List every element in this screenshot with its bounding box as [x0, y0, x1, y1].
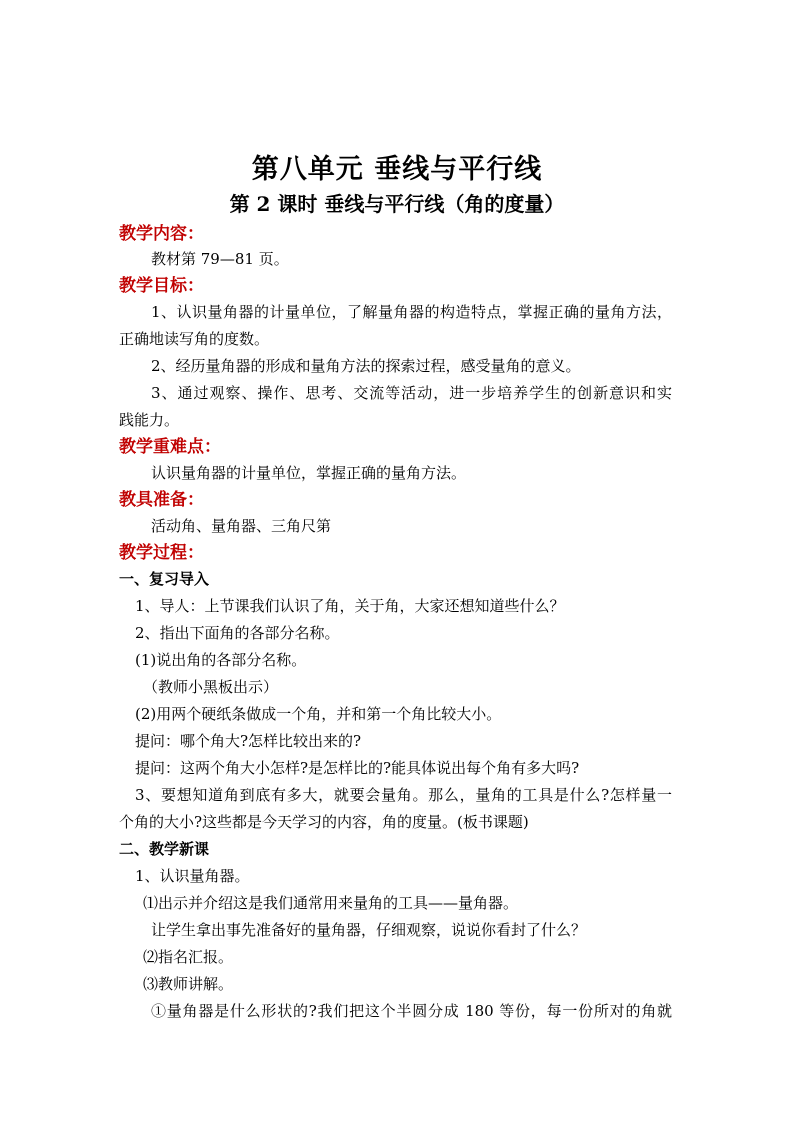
document-title: 第八单元 垂线与平行线 — [251, 154, 543, 185]
teaching-content-text: 教材第 79—81 页。 — [151, 250, 289, 268]
new-lesson-line-2: ⑴出示并介绍这是我们通常用来量角的工具——量角器。 — [143, 894, 519, 912]
lesson-subtitle: 第 2 课时 垂线与平行线（角的度量） — [229, 192, 565, 216]
new-lesson-line-3: 让学生拿出事先准备好的量角器，仔细观察，说说你看封了什么？ — [151, 921, 587, 939]
review-line-3: (1)说出角的各部分名称。 — [135, 651, 307, 669]
heading-teaching-goals: 教学目标： — [119, 276, 204, 296]
new-lesson-line-6: ①量角器是什么形状的?我们把这个半圆分成 180 等份，每一份所对的角就 — [151, 1002, 672, 1020]
new-lesson-line-5: ⑶教师讲解。 — [143, 975, 234, 993]
heading-teaching-tools: 教具准备： — [119, 490, 204, 510]
review-line-7: 提问：这两个角大小怎样?是怎样比的?能具体说出每个角有多大吗? — [135, 759, 580, 777]
heading-teaching-process: 教学过程： — [119, 543, 204, 563]
goal-1-line-1: 1、认识量角器的计量单位，了解量角器的构造特点，掌握正确的量角方法， — [151, 303, 672, 321]
review-line-6: 提问：哪个角大?怎样比较出来的? — [135, 732, 362, 750]
review-line-8a: 3、要想知道角到底有多大，就要会量角。那么，量角的工具是什么?怎样量一 — [135, 786, 672, 804]
review-line-2: 2、指出下面角的各部分名称。 — [135, 624, 340, 642]
section-new-lesson: 二、教学新课 — [119, 840, 210, 858]
heading-key-points: 教学重难点： — [119, 437, 221, 457]
review-line-1: 1、导人：上节课我们认识了角，关于角，大家还想知道些什么？ — [135, 597, 565, 615]
new-lesson-line-4: ⑵指名汇报。 — [143, 948, 234, 966]
goal-3-line-1: 3、通过观察、操作、思考、交流等活动，进一步培养学生的创新意识和实 — [151, 384, 672, 402]
new-lesson-line-1: 1、认识量角器。 — [135, 867, 250, 885]
section-review-intro: 一、复习导入 — [119, 570, 210, 588]
goal-3-line-2: 践能力。 — [119, 411, 180, 429]
goal-1-line-2: 正确地读写角的度数。 — [119, 330, 270, 348]
review-line-4: （教师小黑板出示） — [143, 678, 279, 696]
heading-teaching-content: 教学内容： — [119, 224, 204, 244]
goal-2: 2、经历量角器的形成和量角方法的探索过程，感受量角的意义。 — [151, 357, 581, 375]
review-line-5: (2)用两个硬纸条做成一个角，并和第一个角比较大小。 — [135, 705, 502, 723]
teaching-tools-text: 活动角、量角器、三角尺第 — [151, 517, 332, 535]
review-line-8b: 个角的大小?这些都是今天学习的内容，角的度量。(板书课题) — [119, 813, 529, 831]
key-points-text: 认识量角器的计量单位，掌握正确的量角方法。 — [151, 464, 467, 482]
